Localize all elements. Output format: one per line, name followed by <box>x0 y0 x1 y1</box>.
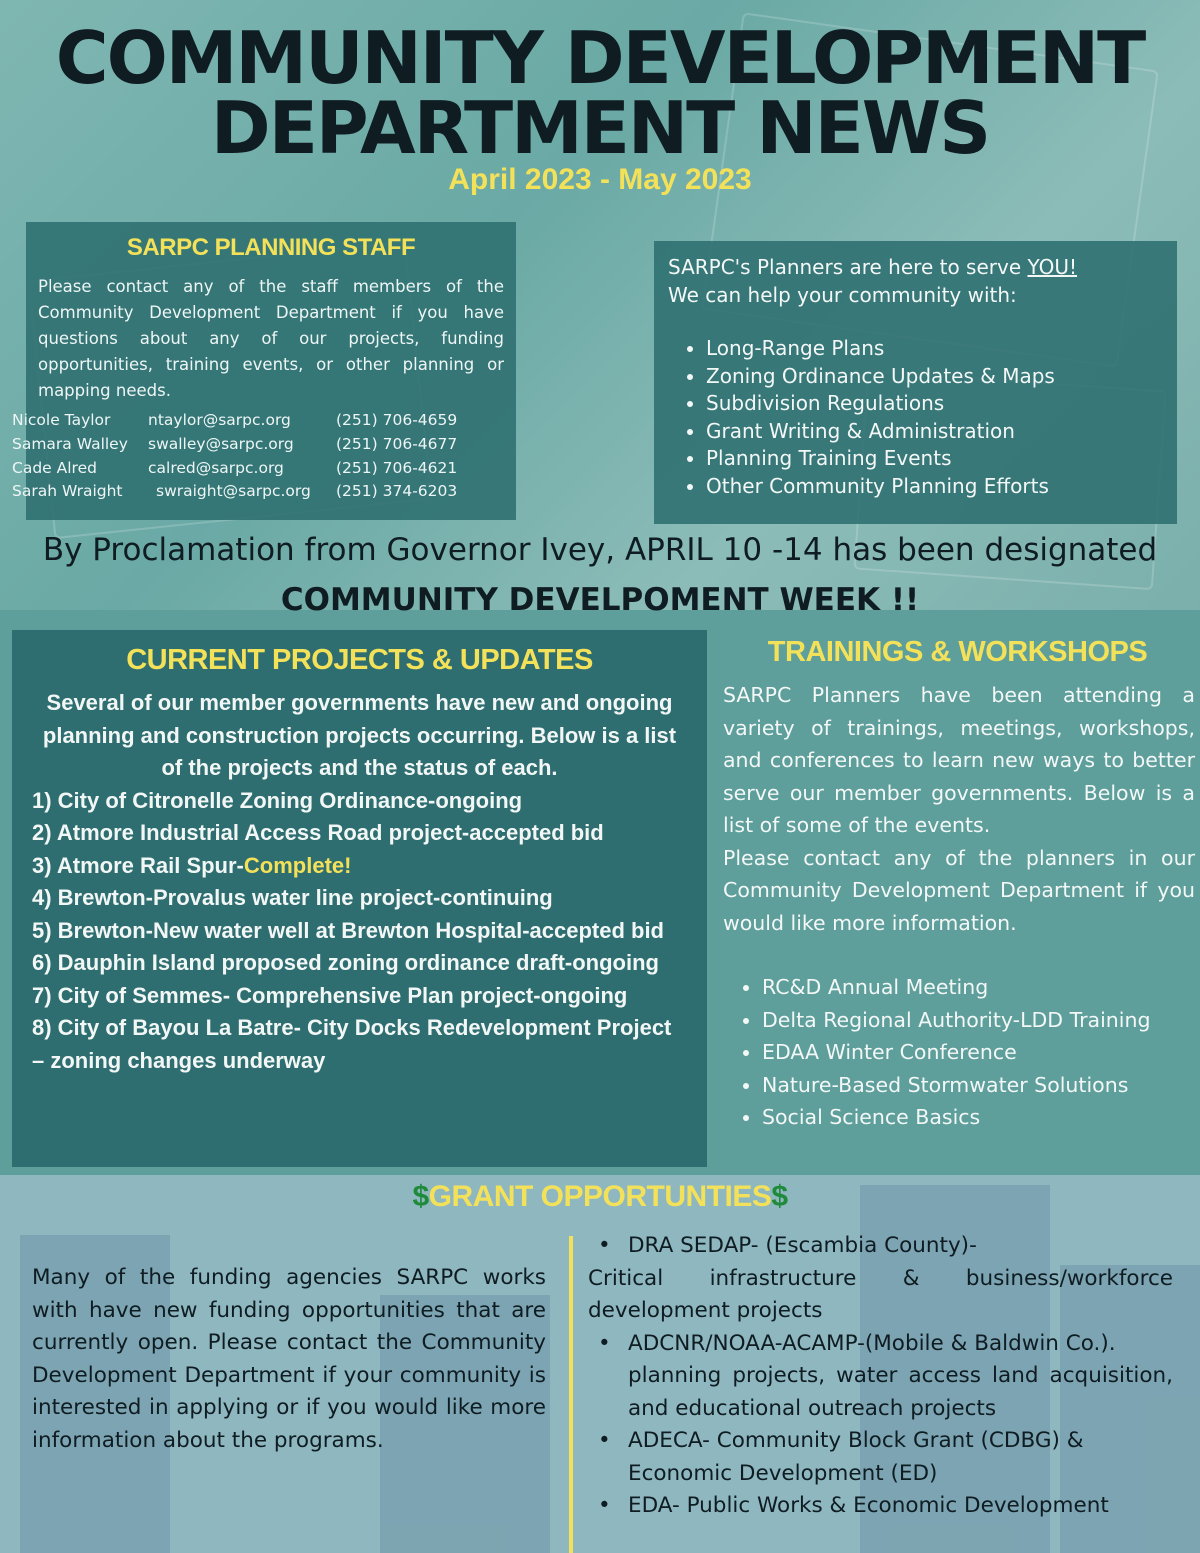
project-item: 6) Dauphin Island proposed zoning ordinance draft-ongoing <box>32 950 659 975</box>
staff-email[interactable]: calred@sarpc.org <box>148 459 284 477</box>
project-item: 2) Atmore Industrial Access Road project-accepted bid <box>32 820 604 845</box>
training-item: • RC&D Annual Meeting <box>762 971 1195 1004</box>
grant-item-head: DRA SEDAP- (Escambia County)- <box>628 1233 977 1258</box>
services-list-item: • Subdivision Regulations <box>706 390 1163 418</box>
proclamation-line1: By Proclamation from Governor Ivey, APRIL 10 -14 has been designated <box>42 532 1158 568</box>
projects-panel <box>12 630 707 1167</box>
trainings-intro-contact: Please contact any of the planners in our Community Development Department if you would like more information. <box>723 845 1195 935</box>
bullet-icon: • <box>598 1428 611 1453</box>
grant-item-head: ADECA- Community Block Grant (CDBG) & <box>628 1428 1084 1453</box>
staff-phone: (251) 706-4621 <box>336 459 458 477</box>
page-title-line1: COMMUNITY DEVELOPMENT <box>55 16 1145 100</box>
staff-phone: (251) 374-6203 <box>336 482 458 500</box>
staff-contact-row <box>12 435 482 457</box>
grants-divider <box>569 1236 573 1553</box>
trainings-list <box>762 971 1195 1134</box>
staff-intro: Please contact any of the staff members of the Community Development Department if you have questions about any of our projects, funding opportunities, training events, or other planning or mapping needs. <box>38 277 504 400</box>
services-line2: We can help your community with: <box>668 283 1017 307</box>
staff-contact-row <box>12 459 482 481</box>
services-panel <box>654 241 1177 524</box>
bullet-icon: • <box>598 1493 611 1518</box>
staff-contact-row <box>12 482 482 504</box>
project-item: 5) Brewton-New water well at Brewton Hospital-accepted bid <box>32 917 664 943</box>
project-item: 8) City of Bayou La Batre- City Docks Redevelopment Project – zoning changes underway <box>32 1015 672 1073</box>
date-range: April 2023 - May 2023 <box>448 163 752 196</box>
project-status-complete: Complete! <box>243 852 352 878</box>
grants-intro: Many of the funding agencies SARPC works with have new funding opportunities that are currently open. Please contact the Community Development Department if your community is interested in applying or if you would like more information about the programs. <box>32 1265 546 1453</box>
project-item: 1) City of Citronelle Zoning Ordinance-ongoing <box>32 787 523 813</box>
grant-item-detail: Economic Development (ED) <box>628 1460 938 1486</box>
dollar-icon: $ <box>771 1180 788 1213</box>
project-item-text: 3) Atmore Rail Spur- <box>32 852 244 878</box>
staff-name: Cade Alred <box>12 459 97 477</box>
grant-item <box>588 1328 1173 1426</box>
staff-phone: (251) 706-4659 <box>336 411 458 429</box>
trainings-intro: SARPC Planners have been attending a variety of trainings, meetings, workshops, and conferences to learn new ways to better serve our member governments. Below is a list of some of the events. <box>723 683 1195 837</box>
project-item <box>32 850 687 883</box>
services-list <box>706 335 1163 500</box>
dollar-icon: $ <box>412 1180 429 1213</box>
grant-item <box>588 1425 1173 1490</box>
grants-heading-label: GRANT OPPORTUNTIES <box>428 1180 772 1213</box>
services-list-item: • Planning Training Events <box>706 445 1163 473</box>
staff-name: Samara Walley <box>12 435 128 453</box>
services-line1-prefix: SARPC's Planners are here to serve <box>668 255 1028 279</box>
grant-item-detail: planning projects, water access land acquisition, and educational outreach projects <box>628 1363 1173 1421</box>
grant-item <box>588 1230 1173 1328</box>
services-you-emphasis: YOU! <box>1027 255 1078 279</box>
staff-heading: SARPC PLANNING STAFF <box>126 234 416 261</box>
services-list-item: • Other Community Planning Efforts <box>706 473 1163 501</box>
services-line1 <box>668 253 1163 281</box>
grants-list <box>588 1230 1173 1523</box>
staff-name: Nicole Taylor <box>12 411 111 429</box>
staff-name: Sarah Wraight <box>12 482 123 500</box>
page-title-line2: DEPARTMENT NEWS <box>210 86 990 170</box>
bullet-icon: • <box>598 1233 611 1258</box>
staff-email[interactable]: ntaylor@sarpc.org <box>148 411 291 429</box>
staff-phone: (251) 706-4677 <box>336 435 458 453</box>
grants-heading <box>0 1180 1200 1214</box>
trainings-panel <box>720 636 1195 1156</box>
projects-heading: CURRENT PROJECTS & UPDATES <box>126 644 593 676</box>
services-list-item: • Grant Writing & Administration <box>706 418 1163 446</box>
staff-email[interactable]: swalley@sarpc.org <box>148 435 294 453</box>
services-list-item: • Zoning Ordinance Updates & Maps <box>706 363 1163 391</box>
training-item: • Delta Regional Authority-LDD Training <box>762 1004 1195 1037</box>
project-item: 7) City of Semmes- Comprehensive Plan project-ongoing <box>32 982 628 1008</box>
grant-item <box>588 1490 1173 1523</box>
training-item: • Social Science Basics <box>762 1101 1195 1134</box>
grant-item-head: ADCNR/NOAA-ACAMP-(Mobile & Baldwin Co.). <box>628 1330 1116 1356</box>
projects-list <box>32 785 687 1078</box>
projects-intro: Several of our member governments have new and ongoing planning and construction projects occurring. Below is a list of the projects and the status of each. <box>42 690 677 780</box>
grant-item-head: EDA- Public Works & Economic Development <box>628 1493 1109 1518</box>
proclamation-line2: COMMUNITY DEVELPOMENT WEEK !! <box>280 582 920 618</box>
training-item: • EDAA Winter Conference <box>762 1036 1195 1069</box>
project-item: 4) Brewton-Provalus water line project-continuing <box>32 885 553 910</box>
staff-contact-row <box>12 411 482 433</box>
staff-email[interactable]: swraight@sarpc.org <box>156 482 311 500</box>
training-item: • Nature-Based Stormwater Solutions <box>762 1069 1195 1102</box>
trainings-heading: TRAININGS & WORKSHOPS <box>767 636 1148 668</box>
services-list-item: • Long-Range Plans <box>706 335 1163 363</box>
bullet-icon: • <box>598 1330 611 1356</box>
grant-item-detail: Critical infrastructure & business/workforce development projects <box>588 1265 1173 1323</box>
